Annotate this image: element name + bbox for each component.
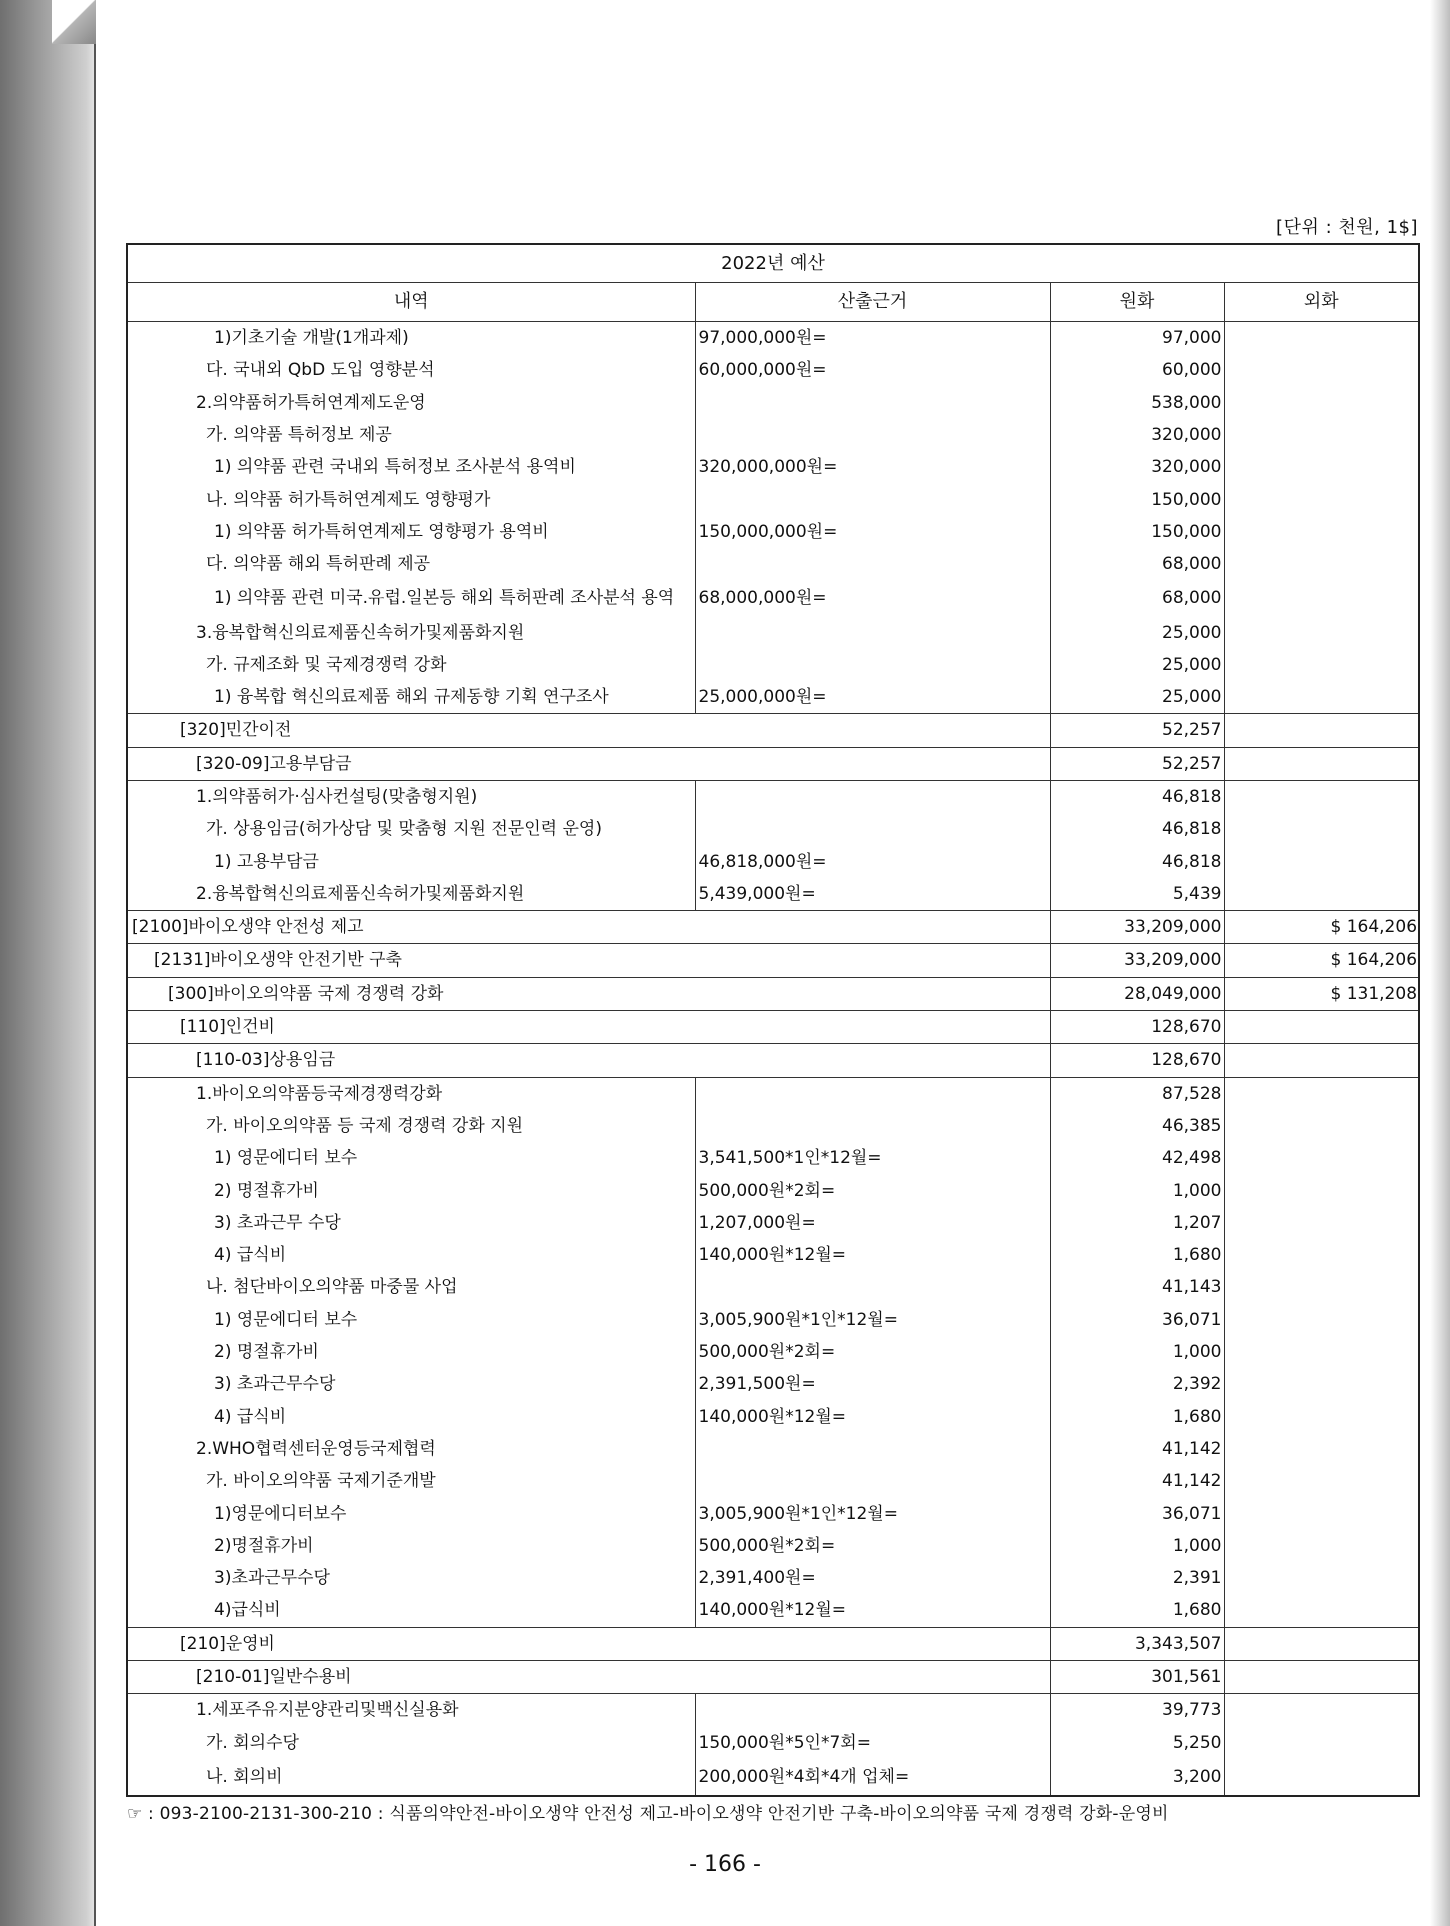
cell-item: [2100]바이오생약 안전성 제고 [127, 911, 1050, 944]
cell-basis [695, 813, 1050, 845]
table-row [127, 1465, 1419, 1497]
cell-item: 3.융복합혁신의료제품신속허가및제품화지원 [127, 616, 695, 648]
table-row [127, 747, 1419, 780]
cell-basis [695, 649, 1050, 681]
cell-fx [1224, 1562, 1419, 1594]
cell-fx [1224, 616, 1419, 648]
table-row [127, 483, 1419, 515]
table-row [127, 911, 1419, 944]
cell-fx [1224, 1660, 1419, 1693]
cell-fx [1224, 1497, 1419, 1529]
table-row [127, 1174, 1419, 1206]
cell-fx [1224, 1336, 1419, 1368]
cell-item: 1)기초기술 개발(1개과제) [127, 322, 695, 355]
table-row [127, 1336, 1419, 1368]
table-row [127, 1142, 1419, 1174]
cell-fx [1224, 681, 1419, 714]
table-row [127, 548, 1419, 580]
cell-krw: 46,818 [1050, 845, 1224, 877]
cell-krw: 1,680 [1050, 1401, 1224, 1433]
table-row [127, 1562, 1419, 1594]
cell-fx [1224, 1401, 1419, 1433]
table-row [127, 1726, 1419, 1758]
column-header-krw: 원화 [1050, 283, 1224, 322]
cell-krw: 87,528 [1050, 1077, 1224, 1110]
cell-item: 1) 의약품 관련 국내외 특허정보 조사분석 용역비 [127, 451, 695, 483]
cell-basis [695, 483, 1050, 515]
cell-krw: 60,000 [1050, 354, 1224, 386]
cell-basis [695, 1465, 1050, 1497]
cell-krw: 36,071 [1050, 1304, 1224, 1336]
cell-fx [1224, 387, 1419, 419]
cell-fx [1224, 322, 1419, 355]
cell-krw: 41,143 [1050, 1271, 1224, 1303]
cell-basis: 25,000,000원= [695, 681, 1050, 714]
cell-basis: 3,541,500*1인*12월= [695, 1142, 1050, 1174]
budget-table [126, 243, 1420, 1797]
cell-item: [320]민간이전 [127, 714, 1050, 747]
cell-fx [1224, 649, 1419, 681]
cell-krw: 5,250 [1050, 1726, 1224, 1758]
table-row [127, 1010, 1419, 1043]
cell-krw: 320,000 [1050, 419, 1224, 451]
table-row [127, 1530, 1419, 1562]
cell-krw: 1,000 [1050, 1530, 1224, 1562]
cell-item: 1) 영문에디터 보수 [127, 1142, 695, 1174]
cell-fx [1224, 1010, 1419, 1043]
table-row [127, 1660, 1419, 1693]
cell-fx [1224, 1726, 1419, 1758]
cell-fx [1224, 451, 1419, 483]
cell-item: 4) 급식비 [127, 1401, 695, 1433]
cell-item: [2131]바이오생약 안전기반 구축 [127, 944, 1050, 977]
cell-basis: 3,005,900원*1인*12월= [695, 1304, 1050, 1336]
cell-basis: 2,391,500원= [695, 1368, 1050, 1400]
cell-fx [1224, 714, 1419, 747]
cell-item: 가. 규제조화 및 국제경쟁력 강화 [127, 649, 695, 681]
cell-fx: $ 164,206 [1224, 911, 1419, 944]
cell-basis [695, 616, 1050, 648]
cell-item: [210-01]일반수용비 [127, 1660, 1050, 1693]
table-row [127, 1694, 1419, 1727]
page-edge-left [0, 0, 96, 1926]
cell-fx [1224, 780, 1419, 813]
cell-krw: 538,000 [1050, 387, 1224, 419]
cell-krw: 46,385 [1050, 1110, 1224, 1142]
cell-krw: 2,391 [1050, 1562, 1224, 1594]
table-row [127, 944, 1419, 977]
page-number: - 166 - [689, 1852, 761, 1877]
cell-basis: 1,207,000원= [695, 1207, 1050, 1239]
table-row [127, 616, 1419, 648]
table-row [127, 419, 1419, 451]
column-header-fx: 외화 [1224, 283, 1419, 322]
cell-fx [1224, 1239, 1419, 1271]
table-row [127, 813, 1419, 845]
table-row [127, 1497, 1419, 1529]
cell-fx [1224, 1627, 1419, 1660]
cell-krw: 68,000 [1050, 548, 1224, 580]
cell-item: 다. 국내외 QbD 도입 영향분석 [127, 354, 695, 386]
table-row [127, 1401, 1419, 1433]
cell-krw: 301,561 [1050, 1660, 1224, 1693]
cell-krw: 68,000 [1050, 580, 1224, 616]
cell-item: [110-03]상용임금 [127, 1044, 1050, 1077]
cell-basis: 2,391,400원= [695, 1562, 1050, 1594]
table-row [127, 1433, 1419, 1465]
cell-basis: 500,000원*2회= [695, 1336, 1050, 1368]
cell-krw: 1,680 [1050, 1594, 1224, 1627]
table-row [127, 580, 1419, 616]
table-row [127, 878, 1419, 911]
cell-basis [695, 387, 1050, 419]
cell-fx [1224, 1530, 1419, 1562]
cell-krw: 128,670 [1050, 1010, 1224, 1043]
cell-fx: $ 164,206 [1224, 944, 1419, 977]
cell-krw: 150,000 [1050, 483, 1224, 515]
cell-fx [1224, 878, 1419, 911]
table-row [127, 681, 1419, 714]
cell-item: 3) 초과근무수당 [127, 1368, 695, 1400]
table-row [127, 845, 1419, 877]
cell-item: 1.바이오의약품등국제경쟁력강화 [127, 1077, 695, 1110]
cell-fx [1224, 1110, 1419, 1142]
cell-item: [300]바이오의약품 국제 경쟁력 강화 [127, 977, 1050, 1010]
cell-fx [1224, 1433, 1419, 1465]
table-row [127, 322, 1419, 355]
cell-basis: 150,000원*5인*7회= [695, 1726, 1050, 1758]
table-row [127, 780, 1419, 813]
cell-item: 다. 의약품 해외 특허판례 제공 [127, 548, 695, 580]
table-row [127, 649, 1419, 681]
table-row [127, 1239, 1419, 1271]
cell-krw: 28,049,000 [1050, 977, 1224, 1010]
table-row [127, 1077, 1419, 1110]
cell-item: 2.의약품허가특허연계제도운영 [127, 387, 695, 419]
cell-item: 가. 바이오의약품 국제기준개발 [127, 1465, 695, 1497]
cell-basis: 5,439,000원= [695, 878, 1050, 911]
cell-fx [1224, 1174, 1419, 1206]
page-corner-fold [52, 0, 96, 44]
cell-fx [1224, 1694, 1419, 1727]
cell-item: 2)명절휴가비 [127, 1530, 695, 1562]
cell-basis: 500,000원*2회= [695, 1174, 1050, 1206]
cell-basis: 320,000,000원= [695, 451, 1050, 483]
cell-item: [210]운영비 [127, 1627, 1050, 1660]
cell-fx: $ 131,208 [1224, 977, 1419, 1010]
cell-item: [320-09]고용부담금 [127, 747, 1050, 780]
cell-krw: 39,773 [1050, 1694, 1224, 1727]
cell-fx [1224, 845, 1419, 877]
table-row [127, 1110, 1419, 1142]
cell-basis [695, 780, 1050, 813]
cell-basis [695, 1110, 1050, 1142]
cell-krw: 1,000 [1050, 1336, 1224, 1368]
cell-krw: 25,000 [1050, 649, 1224, 681]
table-row [127, 1044, 1419, 1077]
cell-item: 2.융복합혁신의료제품신속허가및제품화지원 [127, 878, 695, 911]
cell-fx [1224, 1271, 1419, 1303]
cell-item: 4) 급식비 [127, 1239, 695, 1271]
cell-item: 나. 의약품 허가특허연계제도 영향평가 [127, 483, 695, 515]
cell-item: 1) 고용부담금 [127, 845, 695, 877]
cell-krw: 1,680 [1050, 1239, 1224, 1271]
cell-krw: 42,498 [1050, 1142, 1224, 1174]
cell-krw: 320,000 [1050, 451, 1224, 483]
table-row [127, 714, 1419, 747]
cell-krw: 2,392 [1050, 1368, 1224, 1400]
cell-item: 가. 회의수당 [127, 1726, 695, 1758]
cell-fx [1224, 516, 1419, 548]
cell-fx [1224, 1759, 1419, 1796]
cell-basis: 3,005,900원*1인*12월= [695, 1497, 1050, 1529]
cell-fx [1224, 1304, 1419, 1336]
cell-fx [1224, 1142, 1419, 1174]
table-row [127, 354, 1419, 386]
cell-fx [1224, 1044, 1419, 1077]
cell-basis: 140,000원*12월= [695, 1401, 1050, 1433]
cell-basis [695, 1077, 1050, 1110]
cell-basis: 500,000원*2회= [695, 1530, 1050, 1562]
cell-krw: 33,209,000 [1050, 911, 1224, 944]
cell-fx [1224, 354, 1419, 386]
cell-item: 3)초과근무수당 [127, 1562, 695, 1594]
cell-item: 2.WHO협력센터운영등국제협력 [127, 1433, 695, 1465]
cell-krw: 97,000 [1050, 322, 1224, 355]
cell-basis: 150,000,000원= [695, 516, 1050, 548]
table-body [127, 322, 1419, 1796]
cell-fx [1224, 813, 1419, 845]
cell-item: 가. 의약품 특허정보 제공 [127, 419, 695, 451]
cell-krw: 41,142 [1050, 1465, 1224, 1497]
cell-krw: 1,207 [1050, 1207, 1224, 1239]
cell-item: 4)급식비 [127, 1594, 695, 1627]
cell-basis: 60,000,000원= [695, 354, 1050, 386]
cell-item: 1)영문에디터보수 [127, 1497, 695, 1529]
cell-item: 1.세포주유지분양관리및백신실용화 [127, 1694, 695, 1727]
cell-krw: 36,071 [1050, 1497, 1224, 1529]
footnote: ☞ : 093-2100-2131-300-210 : 식품의약안전-바이오생약 안전성 제고-바이오생약 안전기반 구축-바이오의약품 국제 경쟁력 강화-운영비 [127, 1804, 1169, 1824]
table-row [127, 1207, 1419, 1239]
cell-krw: 3,343,507 [1050, 1627, 1224, 1660]
cell-basis: 200,000원*4회*4개 업체= [695, 1759, 1050, 1796]
cell-fx [1224, 747, 1419, 780]
table-row [127, 1304, 1419, 1336]
cell-fx [1224, 1207, 1419, 1239]
cell-basis [695, 1694, 1050, 1727]
cell-fx [1224, 419, 1419, 451]
cell-basis [695, 548, 1050, 580]
table-row [127, 1368, 1419, 1400]
cell-item: 가. 상용임금(허가상담 및 맞춤형 지원 전문인력 운영) [127, 813, 695, 845]
cell-krw: 25,000 [1050, 681, 1224, 714]
table-row [127, 1627, 1419, 1660]
table-row [127, 387, 1419, 419]
page-edge-right [1430, 0, 1450, 1926]
cell-item: 나. 회의비 [127, 1759, 695, 1796]
cell-basis [695, 1271, 1050, 1303]
cell-item: 1) 융복합 혁신의료제품 해외 규제동향 기획 연구조사 [127, 681, 695, 714]
unit-label: [단위 : 천원, 1$] [1276, 217, 1418, 238]
cell-fx [1224, 1465, 1419, 1497]
cell-basis: 97,000,000원= [695, 322, 1050, 355]
column-header-basis: 산출근거 [695, 283, 1050, 322]
table-row [127, 516, 1419, 548]
table-row [127, 1594, 1419, 1627]
cell-fx [1224, 483, 1419, 515]
cell-krw: 41,142 [1050, 1433, 1224, 1465]
cell-krw: 25,000 [1050, 616, 1224, 648]
cell-basis: 140,000원*12월= [695, 1594, 1050, 1627]
cell-basis: 46,818,000원= [695, 845, 1050, 877]
cell-krw: 52,257 [1050, 747, 1224, 780]
cell-krw: 52,257 [1050, 714, 1224, 747]
cell-fx [1224, 548, 1419, 580]
cell-basis: 140,000원*12월= [695, 1239, 1050, 1271]
cell-fx [1224, 1594, 1419, 1627]
table-row [127, 1759, 1419, 1796]
cell-item: 3) 초과근무 수당 [127, 1207, 695, 1239]
year-header: 2022년 예산 [127, 244, 1419, 283]
cell-krw: 150,000 [1050, 516, 1224, 548]
cell-item: 2) 명절휴가비 [127, 1174, 695, 1206]
cell-krw: 46,818 [1050, 780, 1224, 813]
column-header-item: 내역 [127, 283, 695, 322]
cell-item: 1) 영문에디터 보수 [127, 1304, 695, 1336]
cell-fx [1224, 1368, 1419, 1400]
cell-item: [110]인건비 [127, 1010, 1050, 1043]
cell-item: 1.의약품허가·심사컨설팅(맞춤형지원) [127, 780, 695, 813]
table-row [127, 451, 1419, 483]
table-row [127, 977, 1419, 1010]
cell-basis [695, 419, 1050, 451]
cell-krw: 128,670 [1050, 1044, 1224, 1077]
cell-item: 가. 바이오의약품 등 국제 경쟁력 강화 지원 [127, 1110, 695, 1142]
cell-krw: 3,200 [1050, 1759, 1224, 1796]
cell-krw: 33,209,000 [1050, 944, 1224, 977]
cell-item: 1) 의약품 관련 미국.유럽.일본등 해외 특허판례 조사분석 용역 [127, 580, 695, 616]
cell-fx [1224, 1077, 1419, 1110]
cell-item: 나. 첨단바이오의약품 마중물 사업 [127, 1271, 695, 1303]
cell-item: 2) 명절휴가비 [127, 1336, 695, 1368]
cell-basis [695, 1433, 1050, 1465]
cell-basis: 68,000,000원= [695, 580, 1050, 616]
cell-item: 1) 의약품 허가특허연계제도 영향평가 용역비 [127, 516, 695, 548]
cell-krw: 46,818 [1050, 813, 1224, 845]
cell-krw: 1,000 [1050, 1174, 1224, 1206]
cell-fx [1224, 580, 1419, 616]
table-row [127, 1271, 1419, 1303]
cell-krw: 5,439 [1050, 878, 1224, 911]
